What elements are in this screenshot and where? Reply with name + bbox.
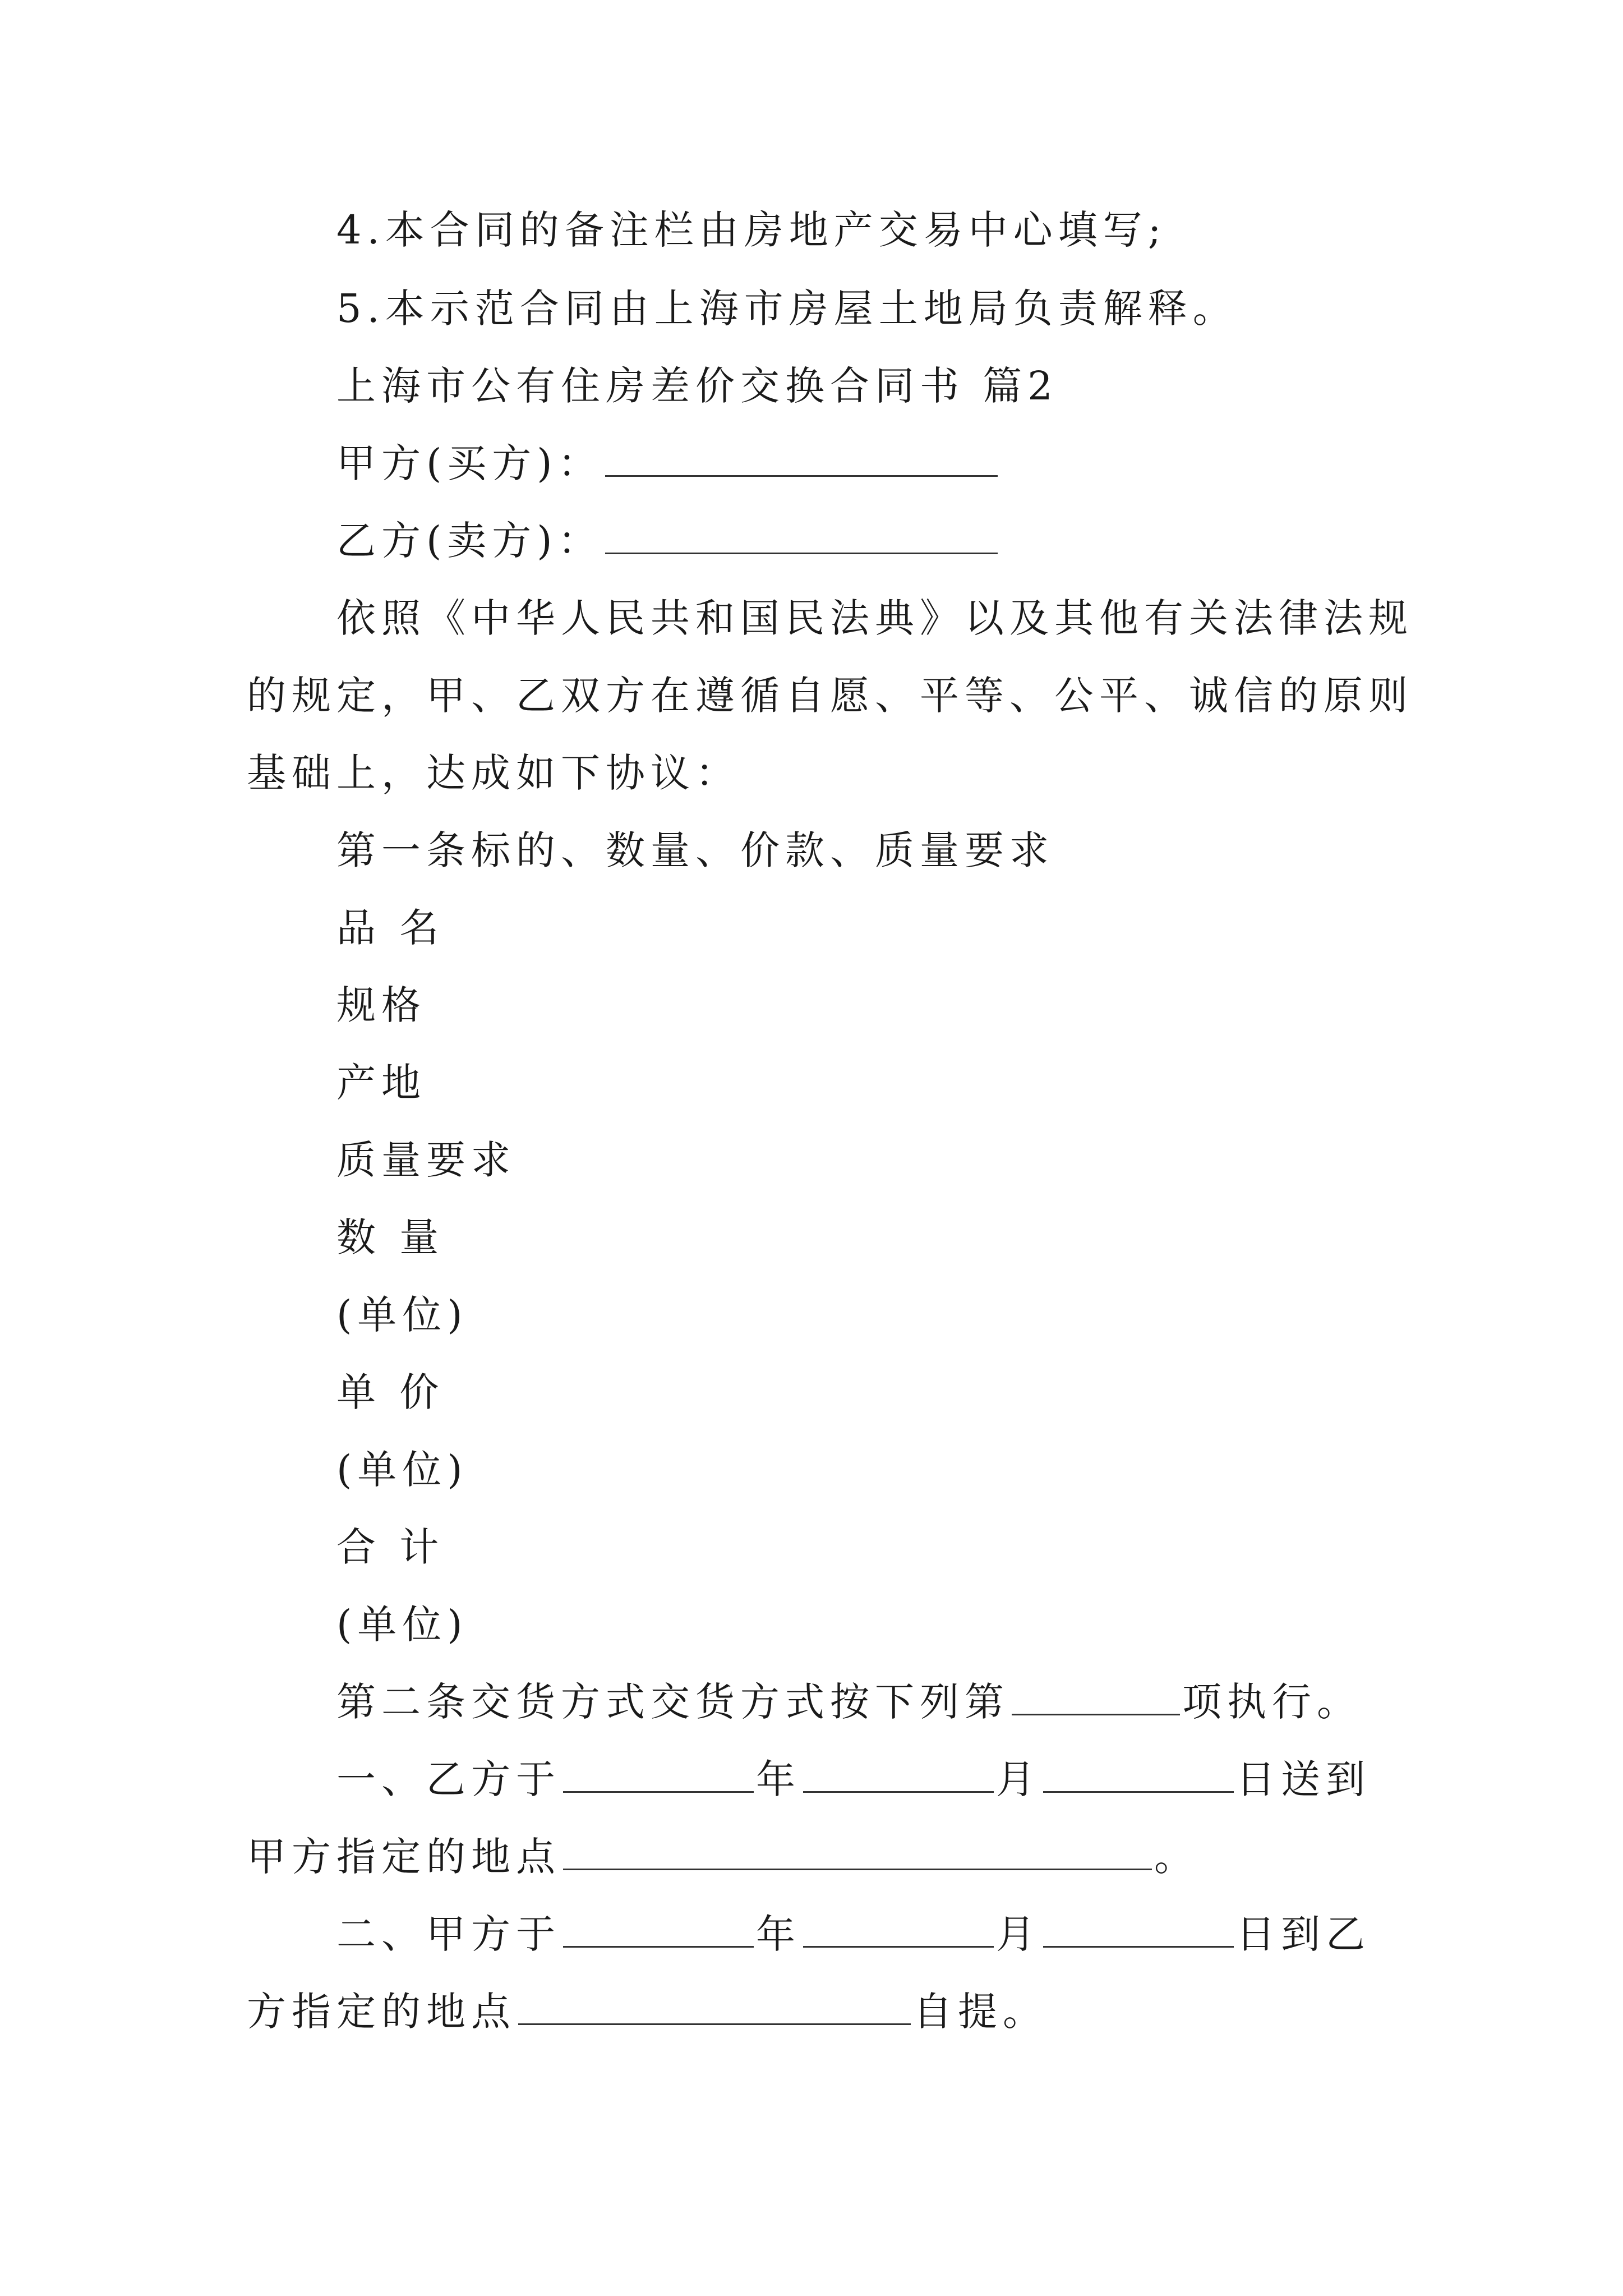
article-2-line xyxy=(336,1674,1362,1730)
preamble-text-2: 的规定，甲、乙双方在遵循自愿、平等、公平、诚信的原则 xyxy=(247,673,1413,719)
option-1-prefix: 一、乙方于 xyxy=(336,1756,561,1802)
party-a-label: 甲方(买方)： xyxy=(336,440,603,486)
article-1-title xyxy=(336,822,1054,878)
item-quality-text: 质量要求 xyxy=(336,1137,516,1183)
article-2-tail: 项执行。 xyxy=(1182,1679,1362,1725)
article-2-text: 第二条交货方式交货方式按下列第 xyxy=(336,1679,1009,1725)
item-specification-text: 规格 xyxy=(336,982,426,1028)
option-2-line-2 xyxy=(247,1984,1048,2040)
item-quantity-text: 数 量 xyxy=(336,1214,445,1260)
item-total-unit-text: (单位) xyxy=(336,1602,468,1648)
preamble-line-3 xyxy=(247,745,740,801)
preamble-text-3: 基础上，达成如下协议： xyxy=(247,750,740,796)
option-2-location-blank[interactable] xyxy=(518,1984,911,2025)
option-1-day-blank[interactable] xyxy=(1043,1752,1234,1793)
option-1-location-blank[interactable] xyxy=(563,1829,1152,1870)
item-unit-price-text: 单 价 xyxy=(336,1369,445,1415)
option-2-prefix: 二、甲方于 xyxy=(336,1911,561,1957)
option-1-year-blank[interactable] xyxy=(563,1752,754,1793)
item-origin-text: 产地 xyxy=(336,1060,426,1106)
option-2-month-label: 月 xyxy=(996,1911,1041,1957)
option-1-month-label: 月 xyxy=(996,1756,1041,1802)
option-1-location-label: 甲方指定的地点 xyxy=(247,1834,561,1880)
option-1-year-label: 年 xyxy=(756,1756,801,1802)
option-2-day-label: 日到乙 xyxy=(1236,1911,1371,1957)
option-1-end: 。 xyxy=(1154,1834,1199,1880)
party-b-blank[interactable] xyxy=(605,513,998,554)
option-2-month-blank[interactable] xyxy=(803,1907,994,1948)
party-a-line xyxy=(336,435,1000,491)
note-item-4-text: 4.本合同的备注栏由房地产交易中心填写; xyxy=(336,207,1167,253)
option-1-line-1 xyxy=(336,1751,1371,1807)
item-quantity xyxy=(336,1209,444,1266)
item-total-unit xyxy=(336,1596,468,1653)
party-a-blank[interactable] xyxy=(605,436,998,477)
section-title xyxy=(336,358,1058,414)
party-b-label: 乙方(卖方)： xyxy=(336,518,603,564)
option-1-line-2 xyxy=(247,1829,1199,1885)
section-title-text: 上海市公有住房差价交换合同书 篇2 xyxy=(336,363,1058,409)
delivery-option-blank[interactable] xyxy=(1012,1674,1180,1715)
article-1-title-text: 第一条标的、数量、价款、质量要求 xyxy=(336,827,1054,873)
preamble-text-1: 依照《中华人民共和国民法典》以及其他有关法律法规 xyxy=(336,595,1413,641)
option-2-location-label: 方指定的地点 xyxy=(247,1989,516,2035)
item-product-name xyxy=(336,900,444,956)
note-item-5-text: 5.本示范合同由上海市房屋土地局负责解释。 xyxy=(336,286,1238,332)
option-2-line-1 xyxy=(336,1906,1371,1962)
option-1-month-blank[interactable] xyxy=(803,1752,994,1793)
note-item-5 xyxy=(336,280,1238,337)
option-1-day-label: 日送到 xyxy=(1236,1756,1371,1802)
item-unit-price-unit xyxy=(336,1442,468,1498)
option-2-year-label: 年 xyxy=(756,1911,801,1957)
item-total-text: 合 计 xyxy=(336,1524,445,1570)
item-origin xyxy=(336,1055,426,1111)
item-quality xyxy=(336,1132,516,1188)
item-total xyxy=(336,1519,444,1575)
preamble-line-2 xyxy=(247,668,1413,724)
item-product-name-text: 品 名 xyxy=(336,905,445,951)
item-quantity-unit xyxy=(336,1287,468,1343)
option-2-end: 自提。 xyxy=(913,1989,1048,2035)
option-2-year-blank[interactable] xyxy=(563,1907,754,1948)
item-specification xyxy=(336,977,426,1033)
note-item-4 xyxy=(336,202,1166,258)
preamble-line-1 xyxy=(336,590,1413,646)
party-b-line xyxy=(336,513,1000,569)
item-unit-price xyxy=(336,1364,444,1420)
item-quantity-unit-text: (单位) xyxy=(336,1292,468,1338)
option-2-day-blank[interactable] xyxy=(1043,1907,1234,1948)
item-unit-price-unit-text: (单位) xyxy=(336,1447,468,1493)
